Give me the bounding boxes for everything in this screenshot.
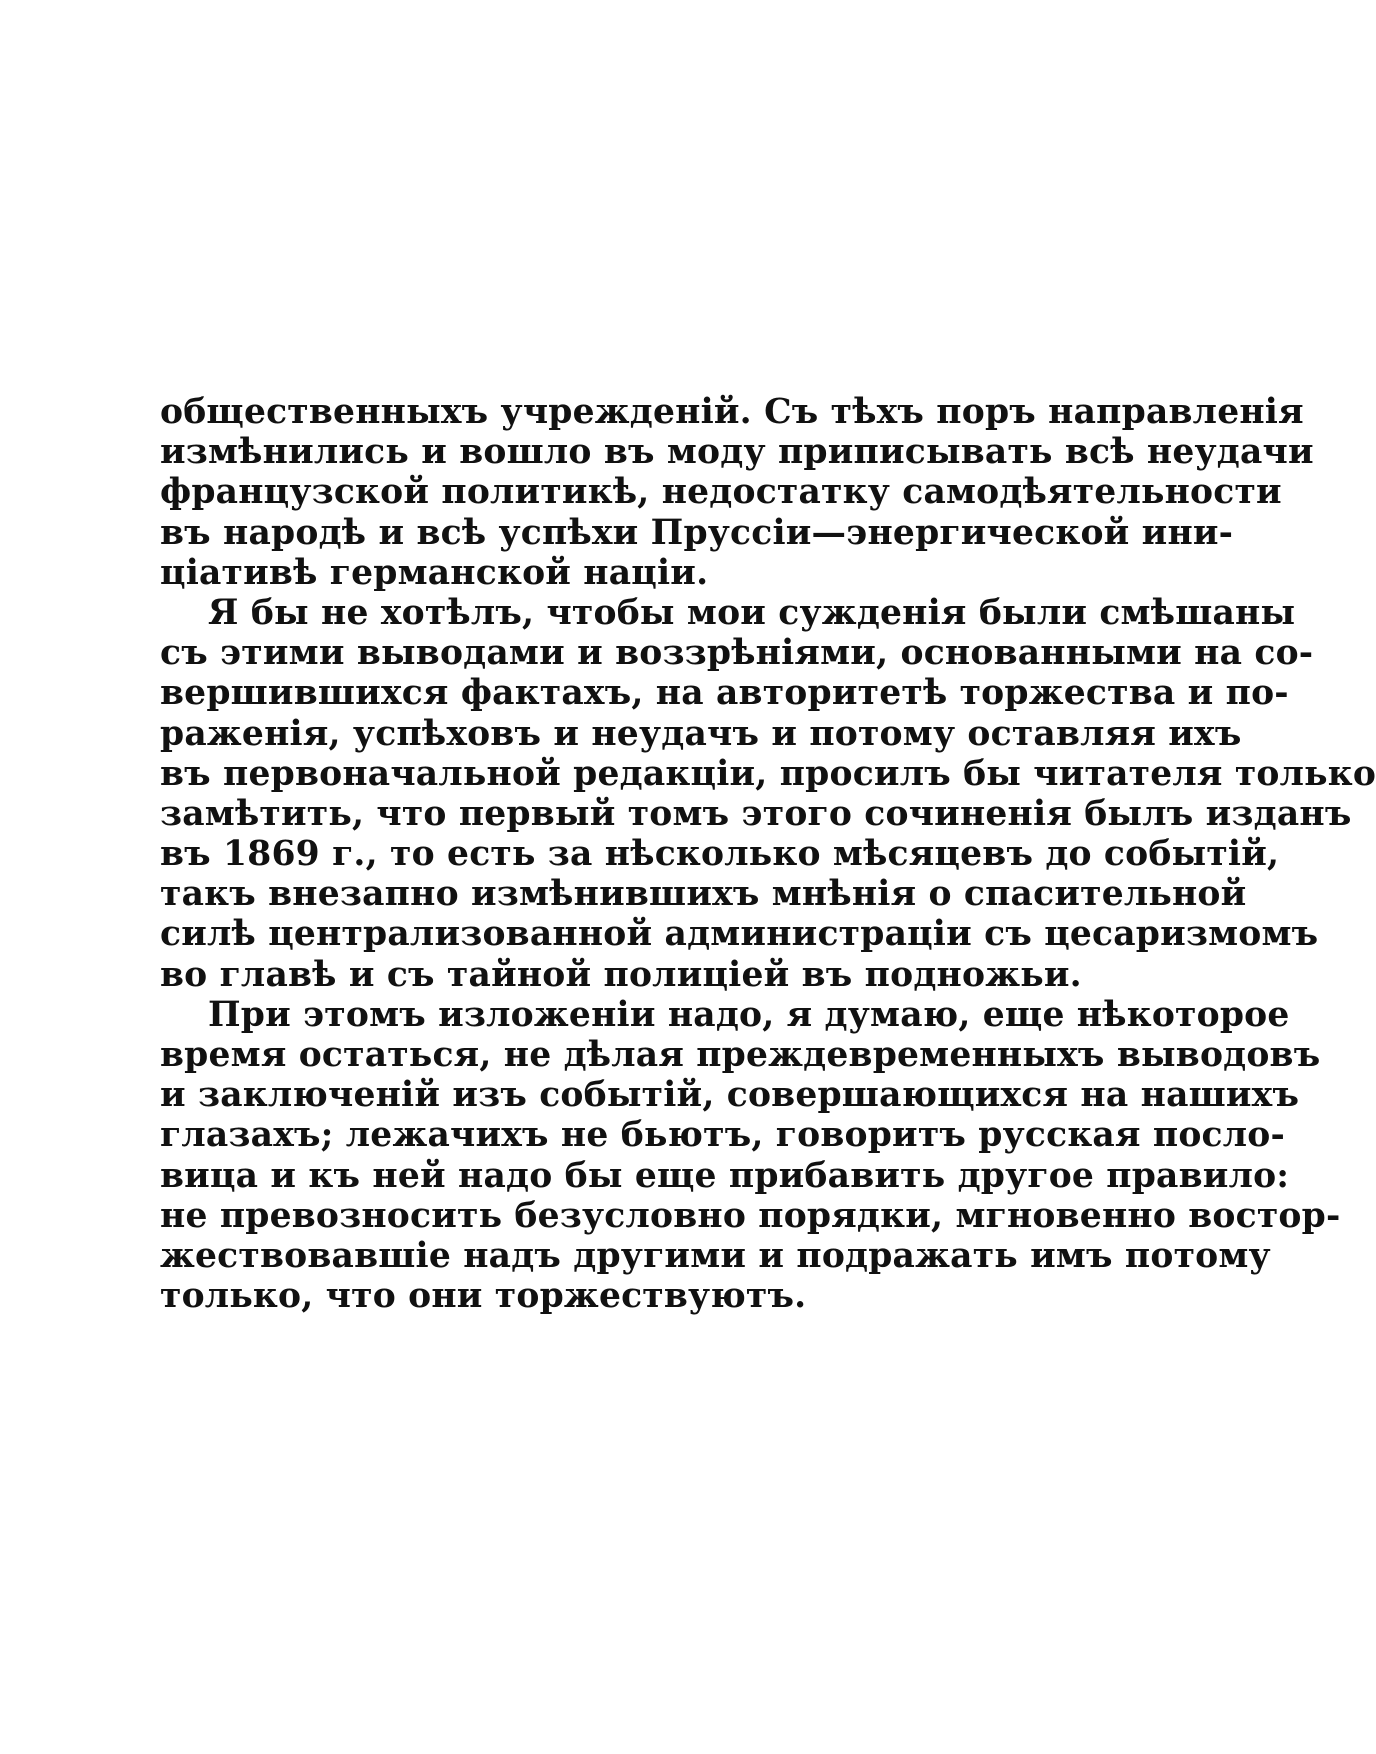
text-line: и заключеній изъ событій, совершающихся на нашихъ <box>160 1075 1300 1116</box>
text-line: жествовавшіе надъ другими и подражать имъ потому <box>160 1235 1271 1276</box>
text-line: замѣтить, что первый томъ этого сочиненія былъ изданъ <box>160 793 1352 834</box>
text-line: общественныхъ учрежденій. Съ тѣхъ поръ направленія <box>160 392 1304 432</box>
text-line: только, что они торжествуютъ. <box>160 1276 807 1317</box>
text-line: измѣнились и вошло въ моду приписывать всѣ неудачи <box>160 432 1314 473</box>
text-line: во главѣ и съ тайной полиціей въ подножьи. <box>160 954 1082 995</box>
text-line: время остаться, не дѣлая преждевременныхъ выводовъ <box>160 1035 1321 1075</box>
text-line: французской политикѣ, недостатку самодѣятельности <box>160 472 1282 513</box>
text-line: такъ внезапно измѣнившихъ мнѣнія о спасительной <box>160 874 1247 915</box>
text-line: вершившихся фактахъ, на авторитетѣ торжества и по- <box>160 673 1289 714</box>
text-line: При этомъ изложеніи надо, я думаю, еще нѣкоторое <box>208 994 1290 1035</box>
text-line: не превозносить безусловно порядки, мгновенно востор- <box>160 1195 1341 1236</box>
text-line: въ 1869 г., то есть за нѣсколько мѣсяцевъ до событій, <box>160 834 1280 875</box>
text-line: ціативѣ германской націи. <box>160 552 709 593</box>
text-line: въ первоначальной редакціи, просилъ бы читателя только <box>160 753 1376 794</box>
text-line: въ народѣ и всѣ успѣхи Пруссіи—энергической ини- <box>160 512 1234 553</box>
body-text <box>160 392 1376 1317</box>
text-line: съ этими выводами и воззрѣніями, основанными на со- <box>160 633 1314 674</box>
text-line: глазахъ; лежачихъ не бьютъ, говоритъ русская посло- <box>160 1115 1286 1156</box>
text-line: вица и къ ней надо бы еще прибавить другое правило: <box>160 1155 1290 1196</box>
text-line: раженія, успѣховъ и неудачъ и потому оставляя ихъ <box>160 713 1242 754</box>
text-line: силѣ централизованной администраціи съ цесаризмомъ <box>160 914 1319 955</box>
text-line: Я бы не хотѣлъ, чтобы мои сужденія были смѣшаны <box>208 592 1296 633</box>
